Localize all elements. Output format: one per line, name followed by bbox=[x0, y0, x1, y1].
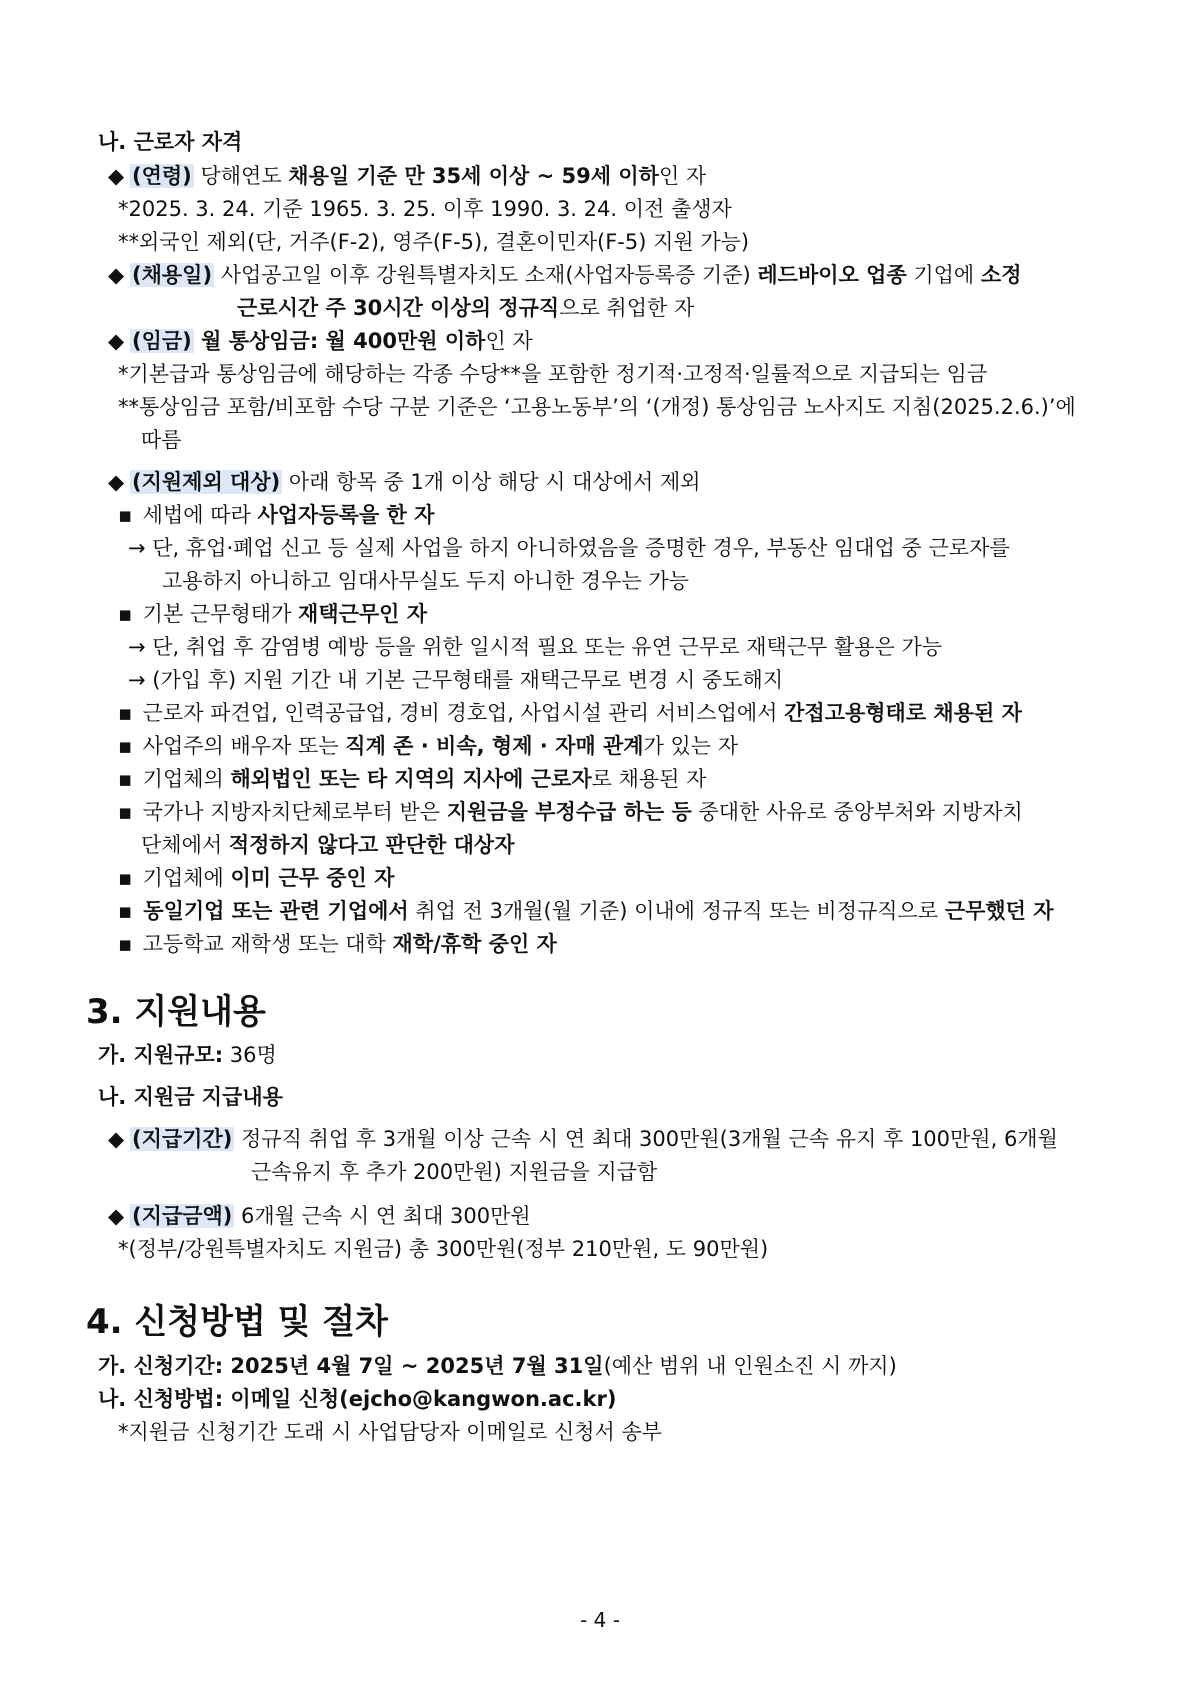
square-bullet-icon: ▪ bbox=[118, 932, 133, 956]
payment-amount-note: *(정부/강원특별자치도 지원금) 총 300만원(정부 210만원, 도 90만원) bbox=[118, 1237, 769, 1261]
exclusion-item-6-cont: 단체에서 적정하지 않다고 판단한 대상자 bbox=[141, 833, 515, 857]
square-bullet-icon: ▪ bbox=[118, 767, 133, 791]
tag-payment-amount: (지급금액) bbox=[132, 1204, 233, 1228]
support-scale: 가. 지원규모: 36명 bbox=[98, 1043, 277, 1067]
application-note: *지원금 신청기간 도래 시 사업담당자 이메일로 신청서 송부 bbox=[118, 1420, 663, 1444]
tag-age: (연령) bbox=[132, 164, 192, 188]
square-bullet-icon: ▪ bbox=[118, 899, 133, 923]
subsection-payment-details: 나. 지원금 지급내용 bbox=[98, 1085, 283, 1109]
application-method: 나. 신청방법: 이메일 신청(ejcho@kangwon.ac.kr) bbox=[98, 1387, 617, 1411]
item-hire-date: ◆ (채용일) 사업공고일 이후 강원특별자치도 소재(사업자등록증 기준) 레드바이오 업종 기업에 소정 bbox=[108, 260, 1021, 290]
section-heading-worker-qualification: 나. 근로자 자격 bbox=[98, 130, 243, 154]
item-payment-period-cont: 근속유지 후 추가 200만원) 지원금을 지급함 bbox=[251, 1160, 658, 1184]
exclusion-item-1: ▪ 세법에 따라 사업자등록을 한 자 bbox=[118, 500, 434, 530]
item-wage: ◆ (임금) 월 통상임금: 월 400만원 이하인 자 bbox=[108, 326, 533, 356]
diamond-bullet-icon: ◆ bbox=[108, 470, 125, 494]
square-bullet-icon: ▪ bbox=[118, 734, 133, 758]
item-payment-amount: ◆ (지급금액) 6개월 근속 시 연 최대 300만원 bbox=[108, 1201, 531, 1231]
exclusion-item-2-arrow-1: → 단, 취업 후 감염병 예방 등을 위한 일시적 필요 또는 유연 근무로 재택근무 활용은 가능 bbox=[128, 635, 943, 659]
item-payment-period: ◆ (지급기간) 정규직 취업 후 3개월 이상 근속 시 연 최대 300만원(3개월 근속 유지 후 100만원, 6개월 bbox=[108, 1124, 1058, 1154]
tag-wage: (임금) bbox=[132, 329, 192, 353]
wage-note-2-cont: 따름 bbox=[141, 428, 182, 452]
diamond-bullet-icon: ◆ bbox=[108, 164, 125, 188]
diamond-bullet-icon: ◆ bbox=[108, 329, 125, 353]
square-bullet-icon: ▪ bbox=[118, 800, 133, 824]
page-number: - 4 - bbox=[580, 1608, 620, 1632]
section-title-3: 3. 지원내용 bbox=[86, 992, 266, 1032]
exclusion-item-1-arrow-1-cont: 고용하지 아니하고 임대사무실도 두지 아니한 경우는 가능 bbox=[162, 569, 689, 593]
application-period: 가. 신청기간: 2025년 4월 7일 ~ 2025년 7월 31일(예산 범위 내 인원소진 시 까지) bbox=[98, 1354, 897, 1378]
exclusion-item-2: ▪ 기본 근무형태가 재택근무인 자 bbox=[118, 599, 427, 629]
exclusion-item-6: ▪ 국가나 지방자치단체로부터 받은 지원금을 부정수급 하는 등 중대한 사유로 중앙부처와 지방자치 bbox=[118, 797, 1023, 827]
tag-exclusion: (지원제외 대상) bbox=[132, 470, 281, 494]
item-exclusion: ◆ (지원제외 대상) 아래 항목 중 1개 이상 해당 시 대상에서 제외 bbox=[108, 467, 701, 497]
diamond-bullet-icon: ◆ bbox=[108, 1127, 125, 1151]
square-bullet-icon: ▪ bbox=[118, 866, 133, 890]
square-bullet-icon: ▪ bbox=[118, 602, 133, 626]
exclusion-item-4: ▪ 사업주의 배우자 또는 직계 존 · 비속, 형제 · 자매 관계가 있는 자 bbox=[118, 731, 738, 761]
diamond-bullet-icon: ◆ bbox=[108, 1204, 125, 1228]
exclusion-item-1-arrow-1: → 단, 휴업·폐업 신고 등 실제 사업을 하지 아니하였음을 증명한 경우, 부동산 임대업 중 근로자를 bbox=[128, 536, 1010, 560]
square-bullet-icon: ▪ bbox=[118, 503, 133, 527]
item-hire-date-cont: 근로시간 주 30시간 이상의 정규직으로 취업한 자 bbox=[237, 296, 695, 320]
exclusion-item-2-arrow-2: → (가입 후) 지원 기간 내 기본 근무형태를 재택근무로 변경 시 중도해지 bbox=[128, 668, 784, 692]
exclusion-item-9: ▪ 고등학교 재학생 또는 대학 재학/휴학 중인 자 bbox=[118, 929, 557, 959]
age-note-2: **외국인 제외(단, 거주(F-2), 영주(F-5), 결혼이민자(F-5) 지원 가능) bbox=[118, 230, 750, 254]
item-age: ◆ (연령) 당해연도 채용일 기준 만 35세 이상 ~ 59세 이하인 자 bbox=[108, 161, 706, 191]
square-bullet-icon: ▪ bbox=[118, 701, 133, 725]
exclusion-item-5: ▪ 기업체의 해외법인 또는 타 지역의 지사에 근로자로 채용된 자 bbox=[118, 764, 706, 794]
diamond-bullet-icon: ◆ bbox=[108, 263, 125, 287]
exclusion-item-8: ▪ 동일기업 또는 관련 기업에서 취업 전 3개월(월 기준) 이내에 정규직 또는 비정규직으로 근무했던 자 bbox=[118, 896, 1054, 926]
tag-hire-date: (채용일) bbox=[132, 263, 213, 287]
tag-payment-period: (지급기간) bbox=[132, 1127, 233, 1151]
exclusion-item-7: ▪ 기업체에 이미 근무 중인 자 bbox=[118, 863, 394, 893]
section-title-4: 4. 신청방법 및 절차 bbox=[86, 1302, 388, 1342]
exclusion-item-3: ▪ 근로자 파견업, 인력공급업, 경비 경호업, 사업시설 관리 서비스업에서 간접고용형태로 채용된 자 bbox=[118, 698, 1022, 728]
wage-note-1: *기본급과 통상임금에 해당하는 각종 수당**을 포함한 정기적·고정적·일률적으로 지급되는 임금 bbox=[118, 362, 988, 386]
age-note-1: *2025. 3. 24. 기준 1965. 3. 25. 이후 1990. 3. 24. 이전 출생자 bbox=[118, 197, 732, 221]
wage-note-2: **통상임금 포함/비포함 수당 구분 기준은 ‘고용노동부’의 ‘(개정) 통상임금 노사지도 지침(2025.2.6.)’에 bbox=[118, 395, 1076, 419]
